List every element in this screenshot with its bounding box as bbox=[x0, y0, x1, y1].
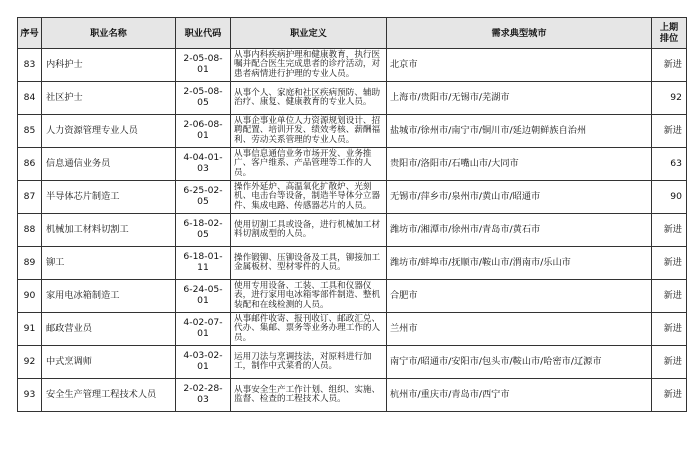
table-row bbox=[18, 82, 687, 115]
row-previous-rank: 新进 bbox=[652, 313, 687, 346]
row-definition: 操作锻铆、压铆设备及工具，铆接加工金属板材、型材零件的人员。 bbox=[231, 247, 387, 280]
row-cities: 北京市 bbox=[387, 49, 652, 82]
row-previous-rank: 新进 bbox=[652, 214, 687, 247]
row-seq: 88 bbox=[18, 214, 42, 247]
row-occupation-code: 6-25-02-05 bbox=[176, 181, 231, 214]
row-occupation-name: 中式烹调师 bbox=[42, 346, 176, 379]
row-seq: 83 bbox=[18, 49, 42, 82]
row-occupation-name: 信息通信业务员 bbox=[42, 148, 176, 181]
row-occupation-code: 2-05-08-05 bbox=[176, 82, 231, 115]
row-occupation-name: 邮政营业员 bbox=[42, 313, 176, 346]
row-occupation-name: 内科护士 bbox=[42, 49, 176, 82]
row-cities: 无锡市/萍乡市/泉州市/黄山市/昭通市 bbox=[387, 181, 652, 214]
row-occupation-code: 4-02-07-01 bbox=[176, 313, 231, 346]
table-row bbox=[18, 49, 687, 82]
row-seq: 85 bbox=[18, 115, 42, 148]
table-row bbox=[18, 181, 687, 214]
row-cities: 上海市/贵阳市/无锡市/芜湖市 bbox=[387, 82, 652, 115]
row-seq: 92 bbox=[18, 346, 42, 379]
row-seq: 87 bbox=[18, 181, 42, 214]
row-occupation-code: 2-05-08-01 bbox=[176, 49, 231, 82]
row-occupation-name: 家用电冰箱制造工 bbox=[42, 280, 176, 313]
table-row bbox=[18, 280, 687, 313]
row-occupation-code: 2-06-08-01 bbox=[176, 115, 231, 148]
row-previous-rank: 新进 bbox=[652, 379, 687, 412]
occupation-table-container bbox=[17, 17, 686, 412]
row-seq: 84 bbox=[18, 82, 42, 115]
row-seq: 89 bbox=[18, 247, 42, 280]
row-definition: 从事信息通信业务市场开发、业务推广、客户维系、产品管理等工作的人员。 bbox=[231, 148, 387, 181]
row-seq: 93 bbox=[18, 379, 42, 412]
row-definition: 从事安全生产工作计划、组织、实施、监督、检查的工程技术人员。 bbox=[231, 379, 387, 412]
row-cities: 盐城市/徐州市/南宁市/铜川市/延边朝鲜族自治州 bbox=[387, 115, 652, 148]
row-occupation-name: 机械加工材料切割工 bbox=[42, 214, 176, 247]
row-definition: 从事企事业单位人力资源规划设计、招聘配置、培训开发、绩效考核、薪酬福利、劳动关系管理的专业人员。 bbox=[231, 115, 387, 148]
header-name: 职业名称 bbox=[42, 18, 176, 49]
header-cities: 需求典型城市 bbox=[387, 18, 652, 49]
row-definition: 从事邮件收寄、报刊收订、邮政汇兑、代办、集邮、票务等业务办理工作的人员。 bbox=[231, 313, 387, 346]
row-seq: 90 bbox=[18, 280, 42, 313]
row-cities: 南宁市/昭通市/安阳市/包头市/鞍山市/哈密市/辽源市 bbox=[387, 346, 652, 379]
row-definition: 使用专用设备、工装、工具和仪器仪表，进行家用电冰箱零部件制造、整机装配和在线检测的人员。 bbox=[231, 280, 387, 313]
row-occupation-code: 6-24-05-01 bbox=[176, 280, 231, 313]
row-occupation-code: 6-18-01-11 bbox=[176, 247, 231, 280]
row-cities: 潍坊市/湘潭市/徐州市/青岛市/黄石市 bbox=[387, 214, 652, 247]
row-occupation-code: 4-04-01-03 bbox=[176, 148, 231, 181]
table-row bbox=[18, 379, 687, 412]
row-previous-rank: 92 bbox=[652, 82, 687, 115]
header-row bbox=[18, 18, 687, 49]
row-occupation-name: 半导体芯片制造工 bbox=[42, 181, 176, 214]
row-definition: 使用切割工具或设备，进行机械加工材料切割成型的人员。 bbox=[231, 214, 387, 247]
row-cities: 贵阳市/洛阳市/石嘴山市/大同市 bbox=[387, 148, 652, 181]
row-definition: 从事个人、家庭和社区疾病预防、辅助治疗、康复、健康教育的专业人员。 bbox=[231, 82, 387, 115]
row-definition: 操作外延炉、高温氧化扩散炉、光刻机、电击台等设备，制造半导体分立器件、集成电路、传感器芯片的人员。 bbox=[231, 181, 387, 214]
table-row bbox=[18, 247, 687, 280]
row-previous-rank: 63 bbox=[652, 148, 687, 181]
row-occupation-name: 社区护士 bbox=[42, 82, 176, 115]
row-occupation-name: 安全生产管理工程技术人员 bbox=[42, 379, 176, 412]
row-occupation-code: 4-03-02-01 bbox=[176, 346, 231, 379]
row-cities: 合肥市 bbox=[387, 280, 652, 313]
table-row bbox=[18, 148, 687, 181]
row-previous-rank: 新进 bbox=[652, 346, 687, 379]
row-seq: 91 bbox=[18, 313, 42, 346]
table-row bbox=[18, 115, 687, 148]
table-body bbox=[18, 49, 687, 412]
row-occupation-code: 2-02-28-03 bbox=[176, 379, 231, 412]
row-previous-rank: 新进 bbox=[652, 49, 687, 82]
row-cities: 潍坊市/蚌埠市/抚顺市/鞍山市/渭南市/乐山市 bbox=[387, 247, 652, 280]
table-row bbox=[18, 313, 687, 346]
row-previous-rank: 新进 bbox=[652, 280, 687, 313]
header-rank bbox=[652, 18, 687, 49]
header-code: 职业代码 bbox=[176, 18, 231, 49]
row-definition: 运用刀法与烹调技法，对原料进行加工，制作中式菜肴的人员。 bbox=[231, 346, 387, 379]
row-cities: 杭州市/重庆市/青岛市/西宁市 bbox=[387, 379, 652, 412]
row-previous-rank: 90 bbox=[652, 181, 687, 214]
row-occupation-name: 人力资源管理专业人员 bbox=[42, 115, 176, 148]
row-cities: 兰州市 bbox=[387, 313, 652, 346]
occupation-table bbox=[17, 17, 687, 412]
header-rank-line1: 上期 bbox=[659, 22, 679, 33]
row-seq: 86 bbox=[18, 148, 42, 181]
header-rank-line2: 排位 bbox=[659, 33, 679, 44]
row-previous-rank: 新进 bbox=[652, 115, 687, 148]
row-occupation-code: 6-18-02-05 bbox=[176, 214, 231, 247]
row-occupation-name: 铆工 bbox=[42, 247, 176, 280]
row-definition: 从事内科疾病护理和健康教育，执行医嘱并配合医生完成患者的诊疗活动，对患者病情进行护理的专业人员。 bbox=[231, 49, 387, 82]
row-previous-rank: 新进 bbox=[652, 247, 687, 280]
header-definition: 职业定义 bbox=[231, 18, 387, 49]
table-row bbox=[18, 214, 687, 247]
table-row bbox=[18, 346, 687, 379]
header-seq: 序号 bbox=[18, 18, 42, 49]
